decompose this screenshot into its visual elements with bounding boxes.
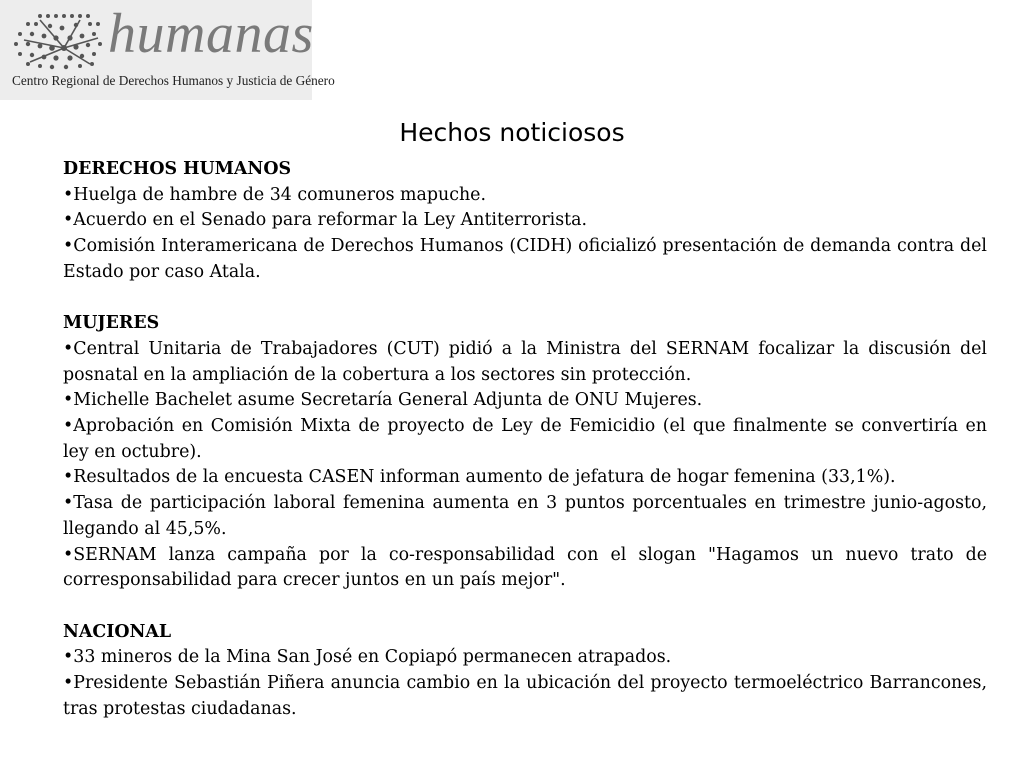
list-item: •Presidente Sebastián Piñera anuncia cambio en la ubicación del proyecto termoeléctrico Barrancones, tras protestas ciudadanas. [63,673,987,719]
page-title: Hechos noticiosos [399,118,625,147]
logo-banner [0,0,335,100]
section-mujeres [63,311,987,594]
news-content [63,157,987,722]
list-item: •Acuerdo en el Senado para reformar la Ley Antiterrorista. [63,210,588,231]
list-item: •33 mineros de la Mina San José en Copiapó permanecen atrapados. [63,647,672,668]
logo-subtitle: Centro Regional de Derechos Humanos y Justicia de Género [12,73,335,88]
section-heading: NACIONAL [63,621,172,642]
list-item: •Michelle Bachelet asume Secretaría General Adjunta de ONU Mujeres. [63,390,703,411]
section-heading: DERECHOS HUMANOS [63,159,292,179]
section-heading: MUJERES [63,313,160,334]
section-nacional [63,620,987,723]
section-spacer [63,594,987,620]
section-derechos-humanos [63,157,987,286]
list-item: •Tasa de participación laboral femenina aumenta en 3 puntos porcentuales en trimestre junio-agosto, llegando al 45,5%. [63,493,987,539]
list-item: •Huelga de hambre de 34 comuneros mapuche. [63,184,486,205]
starburst-logo-icon [10,10,106,72]
list-item: •Comisión Interamericana de Derechos Humanos (CIDH) oficializó presentación de demanda contra del Estado por caso Atala. [63,236,987,282]
list-item: •SERNAM lanza campaña por la co-responsabilidad con el slogan "Hagamos un nuevo trato de corresponsabilidad para crecer juntos en un país mejor". [63,544,987,591]
list-item: •Central Unitaria de Trabajadores (CUT) pidió a la Ministra del SERNAM focalizar la discusión del posnatal en la ampliación de la cobertura a los sectores sin protección. [63,338,987,385]
list-item: •Aprobación en Comisión Mixta de proyecto de Ley de Femicidio (el que finalmente se convertiría en ley en octubre). [63,416,987,462]
logo-wordmark: humanas [108,3,314,65]
list-item: •Resultados de la encuesta CASEN informan aumento de jefatura de hogar femenina (33,1%). [63,467,896,488]
section-spacer [63,286,987,312]
